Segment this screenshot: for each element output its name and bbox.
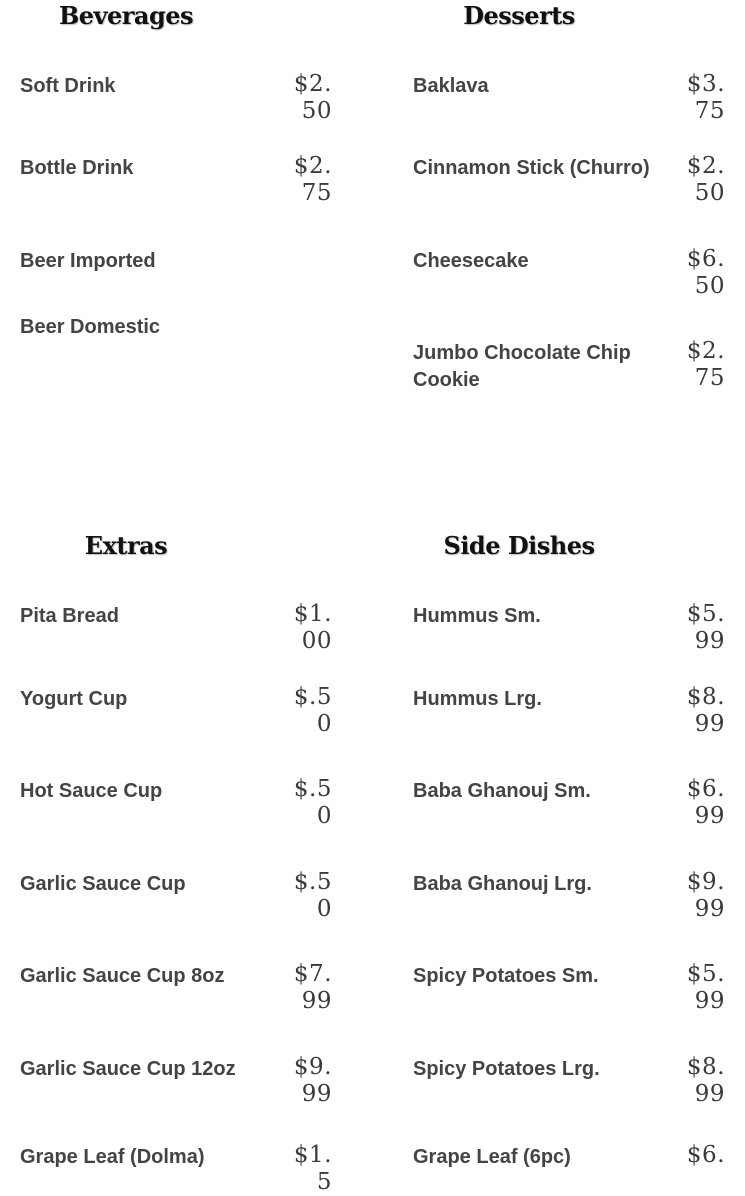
section-title: Extras xyxy=(84,531,168,560)
item-name: Bottle Drink xyxy=(20,157,134,179)
item-name: Garlic Sauce Cup 8oz xyxy=(20,965,225,987)
item-price: $2.75 xyxy=(293,153,332,206)
item-price: $.50 xyxy=(293,684,332,737)
item-name: Cheesecake xyxy=(413,250,529,272)
item-name: Garlic Sauce Cup xyxy=(20,873,186,895)
item-price: $5.99 xyxy=(686,961,725,1014)
section-title: Desserts xyxy=(463,1,575,30)
item-name: Spicy Potatoes Sm. xyxy=(413,965,599,987)
item-name: Yogurt Cup xyxy=(20,688,128,710)
item-price: $2.75 xyxy=(686,338,725,391)
section-title: Beverages xyxy=(58,1,194,30)
item-price: $1.5 xyxy=(293,1142,332,1195)
item-name: Hot Sauce Cup xyxy=(20,780,163,802)
item-price: $3.75 xyxy=(686,71,725,124)
item-price: $5.99 xyxy=(686,601,725,654)
item-name: Grape Leaf (6pc) xyxy=(413,1146,571,1168)
item-price: $9.99 xyxy=(686,869,725,922)
item-price: $7.99 xyxy=(293,961,332,1014)
item-name: Hummus Sm. xyxy=(413,605,541,627)
item-price: $6. xyxy=(686,1142,725,1168)
item-price: $6.99 xyxy=(686,776,725,829)
item-name: Beer Domestic xyxy=(20,316,161,338)
item-price: $.50 xyxy=(293,869,332,922)
item-price: $2.50 xyxy=(293,71,332,124)
item-name: Pita Bread xyxy=(20,605,119,627)
item-name: Garlic Sauce Cup 12oz xyxy=(20,1058,236,1080)
item-name: Baba Ghanouj Sm. xyxy=(413,780,591,802)
item-price: $9.99 xyxy=(293,1054,332,1107)
item-price: $8.99 xyxy=(686,684,725,737)
item-name: Cinnamon Stick (Churro) xyxy=(413,157,650,179)
item-name: Jumbo Chocolate Chip Cookie xyxy=(413,342,631,391)
item-name: Beer Imported xyxy=(20,250,156,272)
item-price: $2.50 xyxy=(686,153,725,206)
item-price: $6.50 xyxy=(686,246,725,299)
item-price: $1.00 xyxy=(293,601,332,654)
item-name: Soft Drink xyxy=(20,75,116,97)
item-name: Baba Ghanouj Lrg. xyxy=(413,873,592,895)
item-name: Spicy Potatoes Lrg. xyxy=(413,1058,600,1080)
item-price: $.50 xyxy=(293,776,332,829)
section-title: Side Dishes xyxy=(443,531,595,560)
item-name: Grape Leaf (Dolma) xyxy=(20,1146,205,1168)
item-name: Hummus Lrg. xyxy=(413,688,542,710)
item-name: Baklava xyxy=(413,75,489,97)
item-price: $8.99 xyxy=(686,1054,725,1107)
